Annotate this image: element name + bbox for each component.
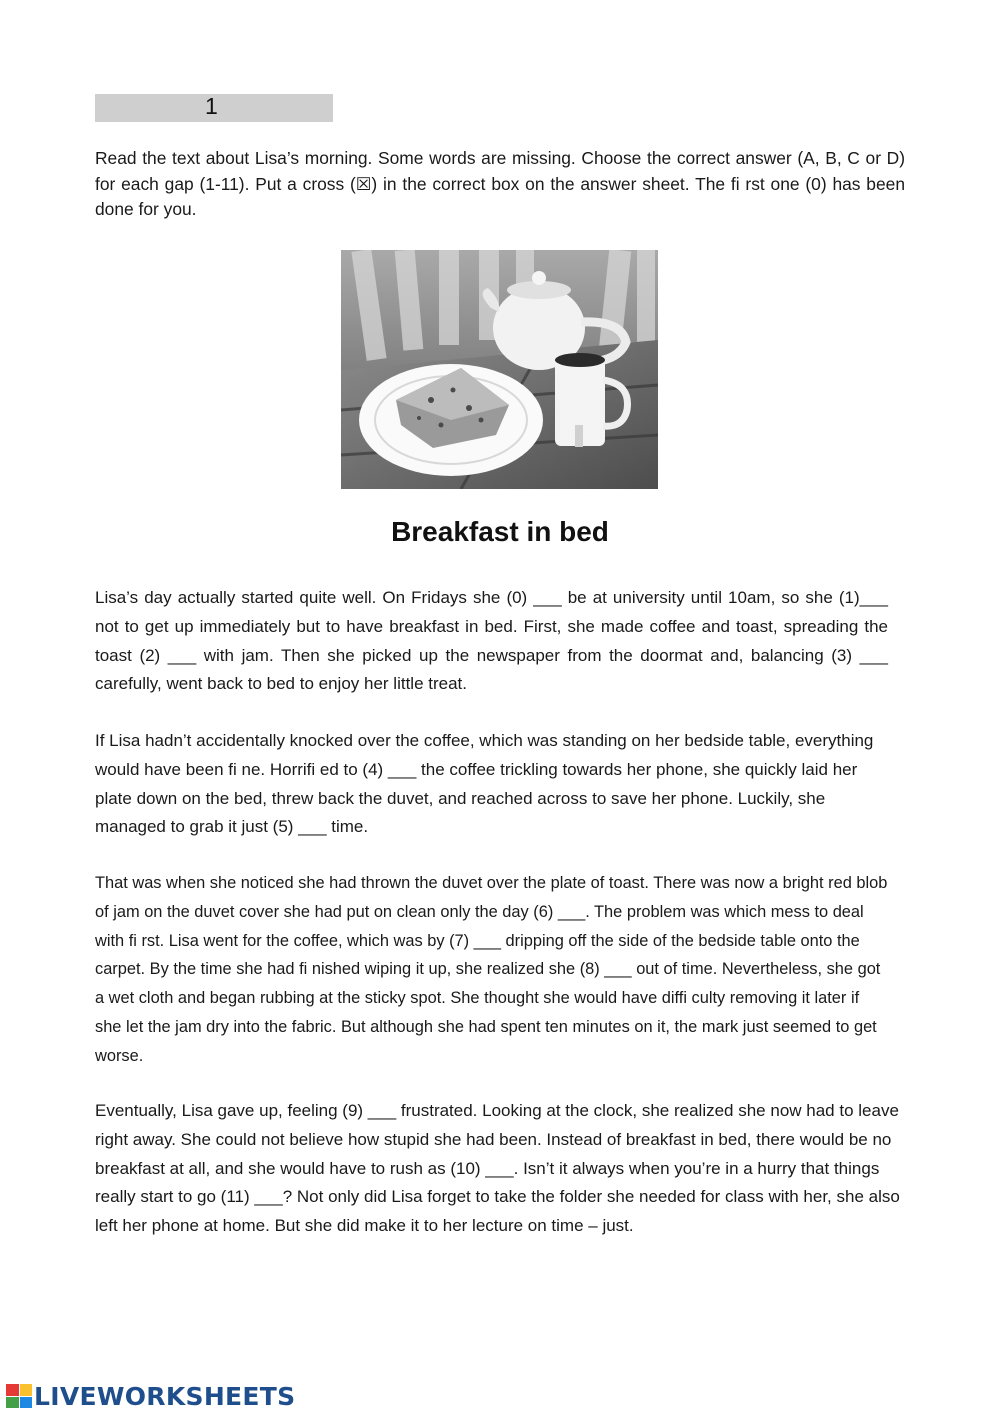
liveworksheets-logo-icon <box>6 1384 32 1408</box>
story-paragraph-1: Lisa’s day actually started quite well. On Fridays she (0) ___ be at university until 10am, so she (1)___ not to get up immediately but to have breakfast in bed. First, she made coffee and toast, spreading the toast (2) ___ with jam. Then she picked up the newspaper from the doormat and, balancing (3) ___ carefully, went back to bed to enjoy her little treat. <box>95 588 888 694</box>
exercise-number-bar <box>95 94 333 122</box>
story-title: Breakfast in bed <box>391 516 609 547</box>
instructions-text: Read the text about Lisa’s morning. Some words are missing. Choose the correct answer (A, B, C or D) for each gap (1-11). Put a cross (☒) in the correct box on the answer sheet. The fi rst one (0) has been done for you. <box>95 148 905 219</box>
story-paragraph-3: That was when she noticed she had thrown the duvet over the plate of toast. There was now a bright red blob of jam on the duvet cover she had put on clean only the day (6) ___. The problem was which mess to deal with fi rst. Lisa went for the coffee, which was by (7) ___ dripping off the side of the bedside table onto the carpet. By the time she had fi nished wiping it up, she realized she (8) ___ out of time. Nevertheless, she got a wet cloth and began rubbing at the sticky spot. She thought she would have diffi culty removing it later if she let the jam dry into the fabric. But although she had spent ten minutes on it, the mark just seemed to get worse. <box>95 874 888 1065</box>
brand-name: LIVEWORKSHEETS <box>34 1381 296 1411</box>
liveworksheets-brand[interactable] <box>6 1380 295 1412</box>
story-paragraph-4: Eventually, Lisa gave up, feeling (9) ___ frustrated. Looking at the clock, she realized she now had to leave right away. She could not believe how stupid she had been. Instead of breakfast in bed, there would be no breakfast at all, and she would have to rush as (10) ___. Isn’t it always when you’re in a hurry that things really start to go (11) ___? Not only did Lisa forget to take the folder she needed for class with her, she also left her phone at home. But she did make it to her lecture on time – just. <box>95 1101 900 1236</box>
story-paragraph-2: If Lisa hadn’t accidentally knocked over the coffee, which was standing on her bedside table, everything would have been fi ne. Horrifi ed to (4) ___ the coffee trickling towards her phone, she quickly laid her plate down on the bed, threw back the duvet, and reached across to save her phone. Luckily, she managed to grab it just (5) ___ time. <box>95 731 874 837</box>
breakfast-photo <box>341 250 658 489</box>
exercise-number: 1 <box>205 93 218 119</box>
